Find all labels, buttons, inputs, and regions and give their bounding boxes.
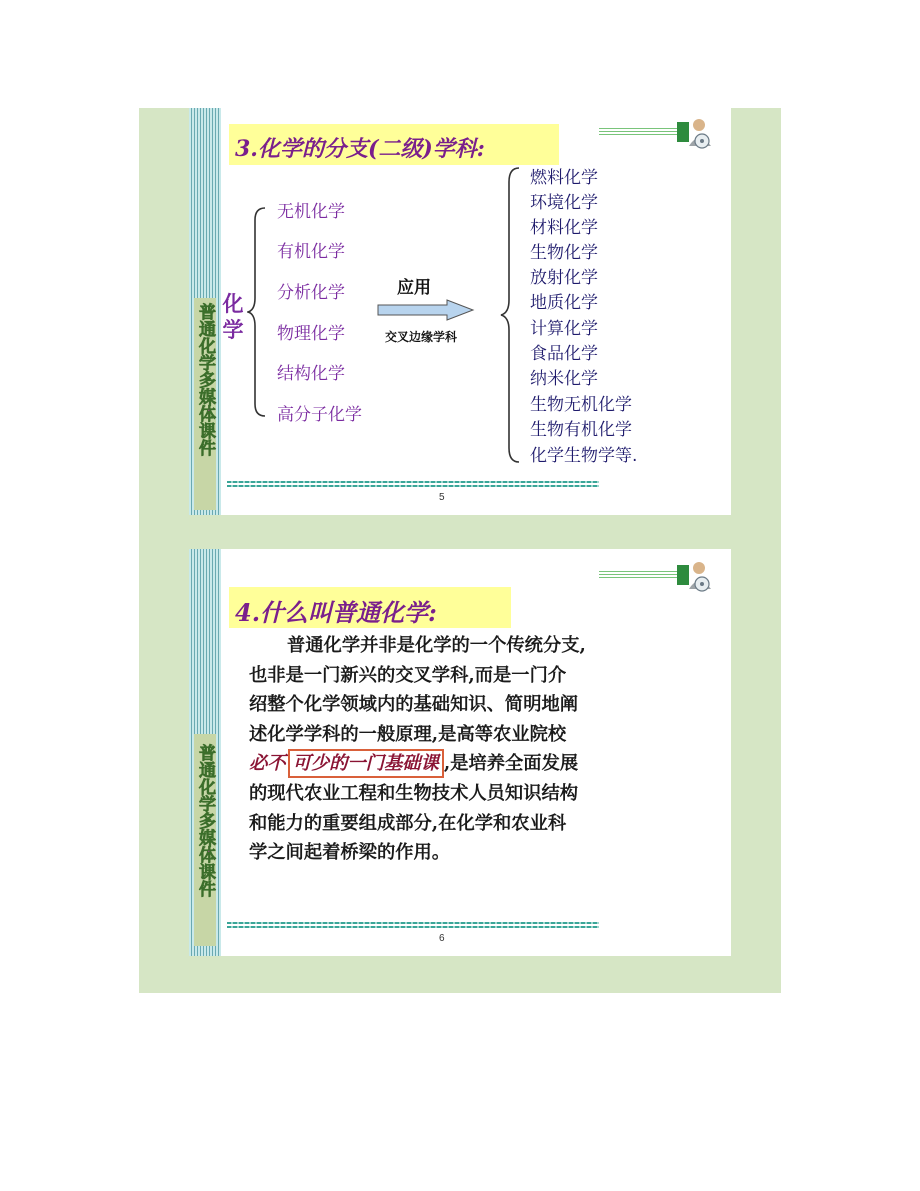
body-line: 普通化学并非是化学的一个传统分支, bbox=[287, 635, 586, 656]
center-label: 化学 bbox=[222, 292, 244, 342]
left-item: 高分子化学 bbox=[277, 405, 362, 425]
right-item: 地质化学 bbox=[530, 293, 598, 313]
top-decor-lines bbox=[599, 571, 677, 579]
left-item: 物理化学 bbox=[277, 324, 345, 344]
left-item: 无机化学 bbox=[277, 202, 345, 222]
right-item: 化学生物学等. bbox=[530, 446, 638, 466]
bottom-decor-lines bbox=[227, 922, 599, 930]
right-item: 环境化学 bbox=[530, 193, 598, 213]
computer-user-logo-icon bbox=[675, 116, 713, 150]
body-line-rest: ,是培养全面发展 bbox=[443, 753, 579, 775]
left-item: 有机化学 bbox=[277, 242, 345, 262]
arrow-top-label: 应用 bbox=[397, 278, 431, 298]
body-line: 绍整个化学领域内的基础知识、简明地阐 bbox=[249, 694, 579, 716]
body-line: 的现代农业工程和生物技术人员知识结构 bbox=[249, 782, 579, 804]
page-number: 6 bbox=[439, 933, 445, 944]
right-item: 材料化学 bbox=[530, 218, 598, 238]
right-item: 放射化学 bbox=[530, 268, 598, 288]
page-number: 5 bbox=[439, 492, 445, 503]
right-group-brace-icon bbox=[499, 166, 521, 464]
right-arrow-icon bbox=[377, 299, 475, 321]
slide-6 bbox=[189, 549, 731, 956]
body-line: 也非是一门新兴的交叉学科,而是一门介 bbox=[249, 664, 567, 686]
body-line: 学之间起着桥梁的作用。 bbox=[249, 842, 451, 864]
computer-user-logo-icon bbox=[675, 559, 713, 593]
arrow-bottom-label: 交叉边缘学科 bbox=[385, 330, 458, 344]
body-line-emphasis bbox=[249, 749, 689, 779]
left-item: 结构化学 bbox=[277, 364, 345, 384]
body-line: 述化学学科的一般原理,是高等农业院校 bbox=[249, 723, 567, 745]
highlighted-phrase: 可少的一门基础课 bbox=[288, 749, 444, 778]
body-line: 和能力的重要组成部分,在化学和农业科 bbox=[249, 812, 567, 834]
side-title: 普通化学多媒体课件 bbox=[195, 744, 215, 897]
body-paragraph bbox=[249, 631, 689, 868]
right-item: 生物化学 bbox=[530, 243, 598, 263]
slide-title: 4.什么叫普通化学: bbox=[235, 598, 437, 627]
right-item: 食品化学 bbox=[530, 344, 598, 364]
slide-5 bbox=[189, 108, 731, 515]
right-item: 燃料化学 bbox=[530, 168, 598, 188]
left-brace-icon bbox=[247, 206, 269, 418]
right-item: 生物有机化学 bbox=[530, 420, 632, 440]
right-item: 纳米化学 bbox=[530, 369, 598, 389]
emphasis-text-a: 必不 bbox=[249, 753, 286, 775]
right-item: 生物无机化学 bbox=[530, 395, 632, 415]
bottom-decor-lines bbox=[227, 481, 599, 489]
left-item: 分析化学 bbox=[277, 283, 345, 303]
side-title: 普通化学多媒体课件 bbox=[195, 303, 215, 456]
right-item: 计算化学 bbox=[530, 319, 598, 339]
slide-title: 3.化学的分支(二级)学科: bbox=[235, 136, 485, 162]
top-decor-lines bbox=[599, 128, 677, 136]
